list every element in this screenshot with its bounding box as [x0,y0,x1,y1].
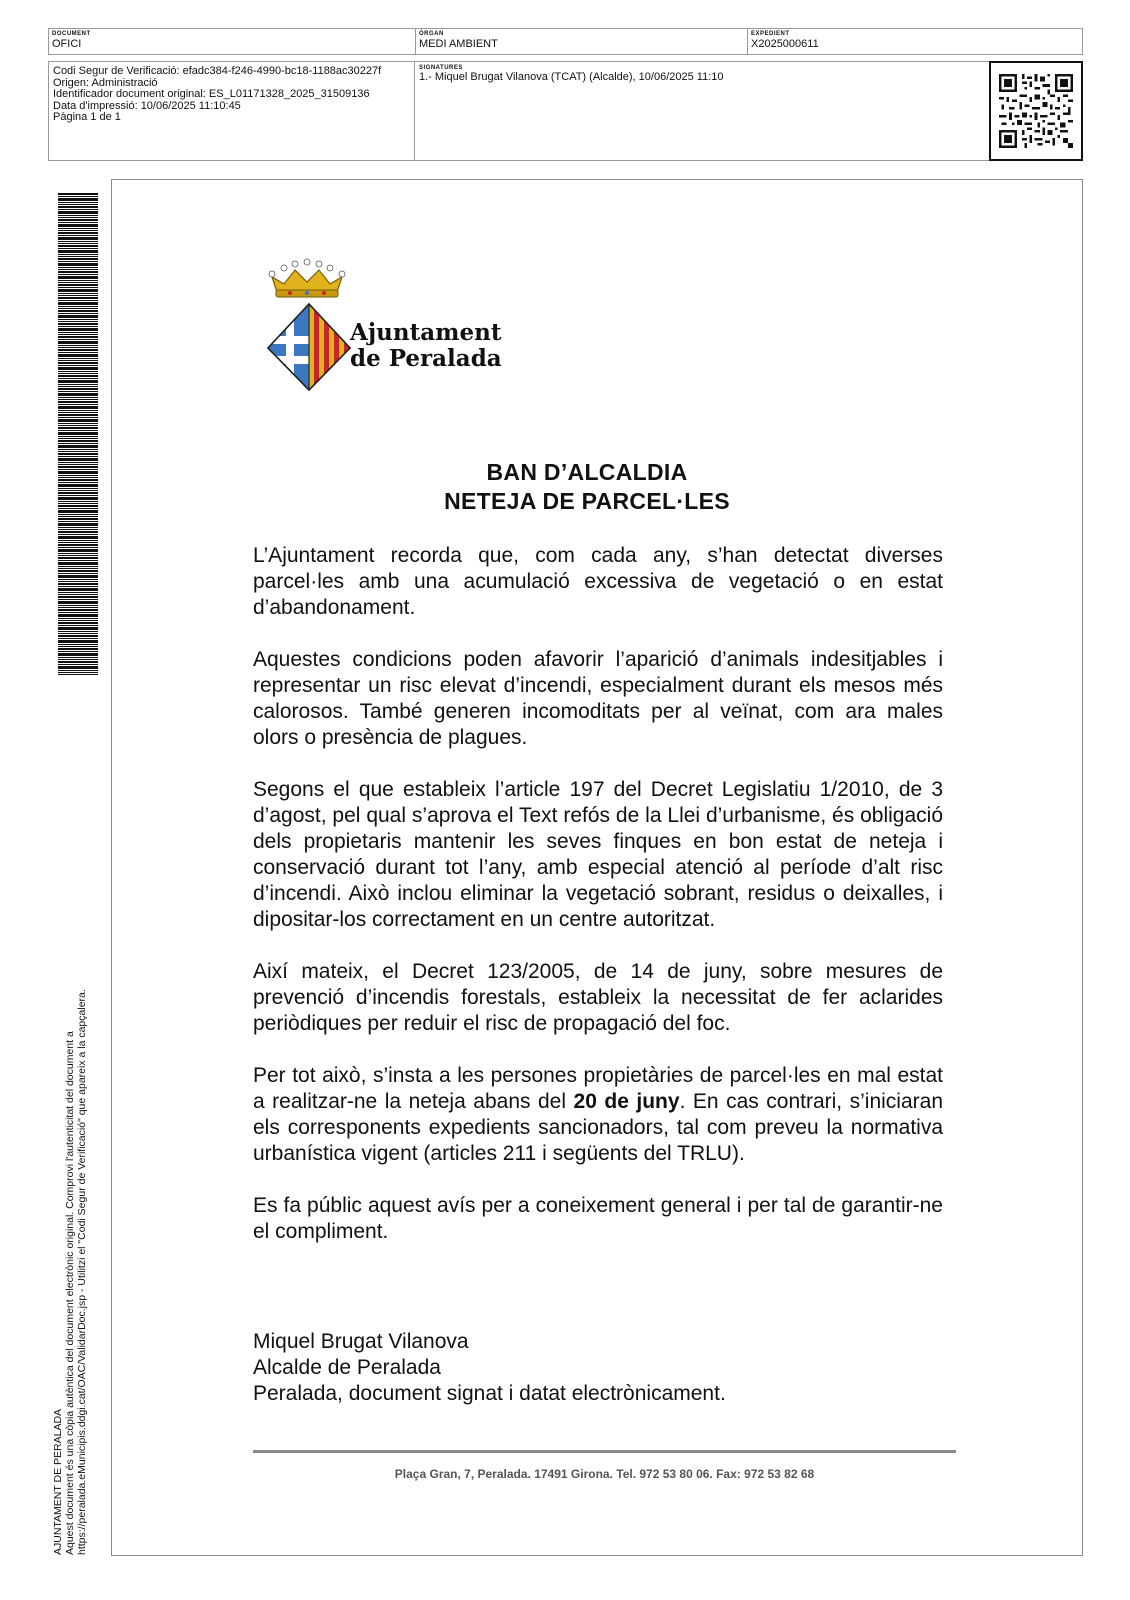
signature-block [253,1329,726,1407]
csv-code: Codi Segur de Verificació: efadc384-f246-4990-bc18-1188ac30227f [53,65,382,77]
page-count: Pàgina 1 de 1 [53,111,121,123]
footer-divider [253,1450,956,1453]
margin-line-2: Aquest document és una còpia autèntica del document electrònic original. Comprovi l'autenticitat del document a [64,1031,76,1555]
paragraph-2: Aquestes condicions poden afavorir l’aparició d’animals indesitjables i representar un risc elevat d’incendi, especialment durant els mesos més calorosos. També generen incomoditats per al veïnat, com ara males olors o presència de plagues. [253,648,943,749]
header-row [48,28,1083,55]
paragraph-1: L’Ajuntament recorda que, com cada any, s’han detectat diverses parcel·les amb una acumulació excessiva de vegetació o en estat d’abandonament. [253,544,943,619]
document-label: DOCUMENT [52,31,91,37]
paragraph-5-part-1: Per tot això, s’insta a les persones propietàries de parcel·les en mal estat a realitzar-ne la neteja abans del [253,1064,943,1113]
qr-code[interactable] [989,61,1083,161]
vertical-barcode [58,193,98,675]
origin: Origen: Administració [53,76,158,89]
document-subtitle: NETEJA DE PARCEL·LES [444,488,730,514]
logo-line-2: de Peralada [350,345,502,372]
print-date: Data d'impressió: 10/06/2025 11:10:45 [53,99,241,112]
deadline-date: 20 de juny [573,1090,680,1113]
margin-authenticity-note [52,915,88,1555]
paragraph-4: Així mateix, el Decret 123/2005, de 14 de juny, sobre mesures de prevenció d’incendis forestals, estableix la necessitat de fer aclarides periòdiques per reduir el risc de propagació del foc. [253,960,943,1035]
paragraph-5 [253,1063,943,1167]
crown-icon [269,259,345,297]
logo-line-1: Ajuntament [350,319,502,346]
original-id: Identificador document original: ES_L01171328_2025_31509136 [53,88,370,100]
organ-label: ÒRGAN [419,31,444,37]
expedient-value: X2025000611 [751,38,819,50]
signatures-label: SIGNATURES [419,65,463,71]
signature-note: Peralada, document signat i datat electrònicament. [253,1382,726,1405]
shield-icon [262,302,354,392]
paragraph-3: Segons el que estableix l’article 197 del Decret Legislatiu 1/2010, de 3 d’agost, pel qual s’aprova el Text refós de la Llei d’urbanisme, és obligació dels propietaris mantenir les seves finques en bon estat de neteja i conservació durant tot l’any, amb especial atenció al període d’alt risc d’incendi. Això inclou eliminar la vegetació sobrant, residus o deixalles, i dipositar-los correctament en un centre autoritzat. [253,778,943,931]
signer-name: Miquel Brugat Vilanova [253,1330,469,1353]
document-title: BAN D’ALCALDIA [486,459,688,485]
margin-line-1: AJUNTAMENT DE PERALADA [52,1408,64,1555]
footer-address: Plaça Gran, 7, Peralada. 17491 Girona. Tel. 972 53 80 06. Fax: 972 53 82 68 [394,1467,815,1481]
margin-line-3: https://peralada.eMunicipis.ddgi.cat/OAC/ValidarDoc.jsp - Utilitzi el "Codi Segur de Verificació" que apareix a la capçalera. [76,989,88,1555]
document-body [253,543,943,1271]
document-cell [49,29,415,54]
organ-cell [415,29,747,54]
signer-role: Alcalde de Peralada [253,1356,441,1379]
verification-details [49,62,415,160]
verification-box [48,61,1083,161]
logo-wordmark [350,320,502,372]
paragraph-6: Es fa públic aquest avís per a coneixement general i per tal de garantir-ne el compliment. [253,1194,943,1243]
organ-value: MEDI AMBIENT [419,38,498,50]
document-value: OFICI [52,38,82,50]
paragraph-5-part-2: . En cas contrari, s’iniciaran els corresponents expedients sancionadors, tal com preveu la normativa urbanística vigent (articles 211 i següents del TRLU). [253,1090,944,1165]
signatures-cell [415,62,1082,160]
document-page [111,179,1083,1556]
signature-entry: 1.- Miquel Brugat Vilanova (TCAT) (Alcalde), 10/06/2025 11:10 [419,71,724,83]
expedient-label: EXPEDIENT [751,31,790,37]
expedient-cell [747,29,1082,54]
